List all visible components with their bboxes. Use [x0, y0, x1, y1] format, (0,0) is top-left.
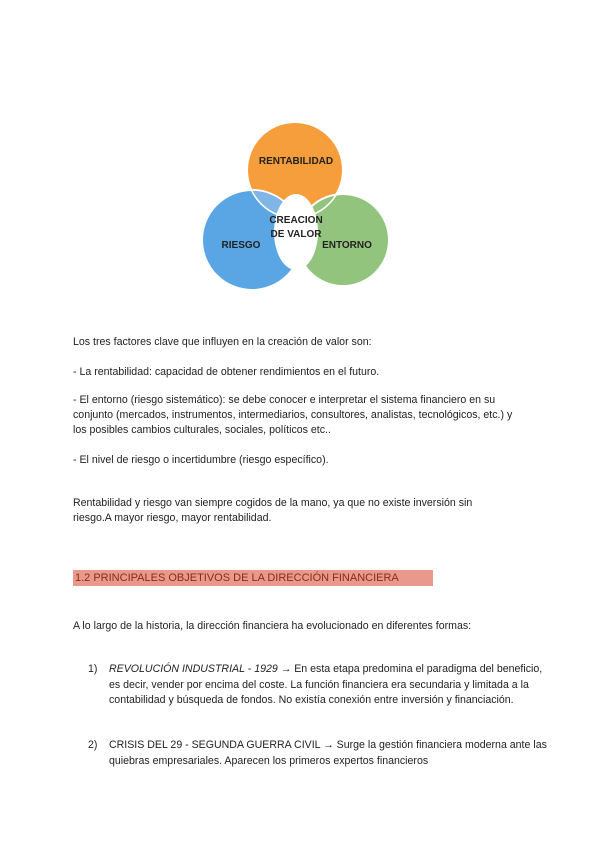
closing-paragraph: Rentabilidad y riesgo van siempre cogidos de la mano, ya que no existe inversión sin riesgo.A mayor riesgo, mayor rentabilidad. — [73, 497, 473, 524]
bullet-riesgo: - El nivel de riesgo o incertidumbre (riesgo específico). — [73, 454, 329, 466]
riesgo-label: RIESGO — [221, 240, 261, 251]
list-item-body — [109, 738, 549, 769]
list-number: 2) — [88, 739, 98, 751]
section-intro: A lo largo de la historia, la dirección financiera ha evolucionado en diferentes formas: — [73, 620, 472, 632]
bullet-entorno: - El entorno (riesgo sistemático): se debe conocer e interpretar el sistema financiero en su conjunto (mercados, instrumentos, intermediarios, consultores, analistas, tecnológicos, etc.) y los posibles cambios culturales, sociales, políticos etc.. — [73, 394, 513, 436]
list-item-text: → En esta etapa predomina el paradigma del beneficio, es decir, vender por encima del coste. La función financiera era secundaria y limitada a la contabilidad y búsqueda de fondos. No existía conexión entre inversión y financiación. — [109, 663, 543, 706]
list-number: 1) — [88, 663, 98, 675]
intro-paragraph: Los tres factores clave que influyen en la creación de valor son: — [73, 336, 372, 348]
list-item-body — [109, 662, 549, 709]
list-item-text: → Surge la gestión financiera moderna ante las quiebras empresariales. Aparecen los primeros expertos financieros — [109, 739, 547, 767]
entorno-label: ENTORNO — [322, 240, 372, 251]
venn-diagram — [195, 122, 395, 294]
rentabilidad-label: RENTABILIDAD — [258, 156, 334, 167]
center-label-line2: DE VALOR — [270, 229, 322, 240]
center-label-line1: CREACION — [269, 215, 323, 226]
list-item-title: REVOLUCIÓN INDUSTRIAL - 1929 — [109, 663, 278, 675]
bullet-rentabilidad: - La rentabilidad: capacidad de obtener rendimientos en el futuro. — [73, 366, 380, 378]
section-heading: 1.2 PRINCIPALES OBJETIVOS DE LA DIRECCIÓN FINANCIERA — [73, 570, 433, 586]
list-item-title: CRISIS DEL 29 - SEGUNDA GUERRA CIVIL — [109, 739, 321, 751]
